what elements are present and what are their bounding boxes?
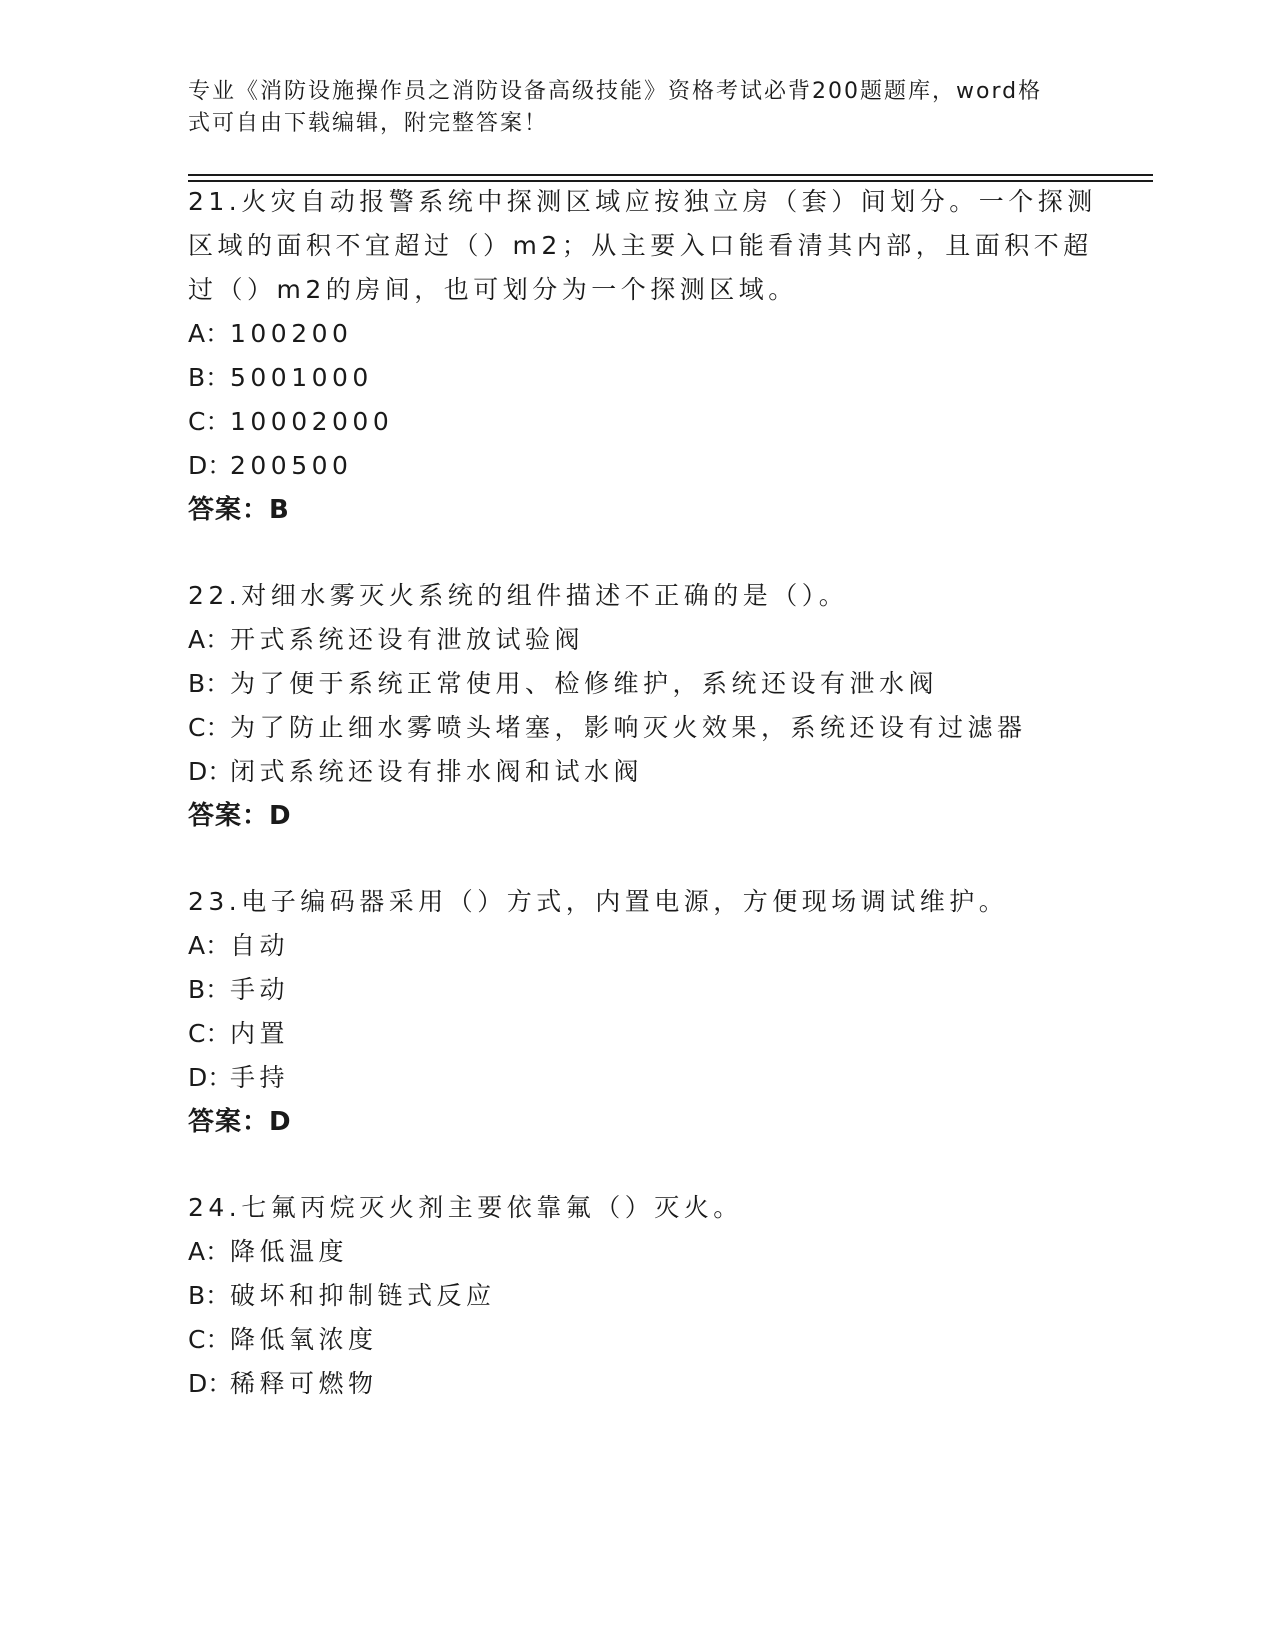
header-rule-bottom bbox=[188, 180, 1153, 182]
option-c bbox=[188, 1018, 289, 1050]
option-key: B： bbox=[188, 975, 231, 1004]
option-text: 降低氧浓度 bbox=[230, 1325, 378, 1354]
option-key: B： bbox=[188, 669, 231, 698]
answer: 答案：B bbox=[188, 495, 290, 525]
option-text: 自动 bbox=[230, 931, 290, 960]
option-a bbox=[188, 318, 352, 350]
question-text-line: 21.火灾自动报警系统中探测区域应按独立房（套）间划分。一个探测 bbox=[188, 187, 1097, 216]
document-header bbox=[188, 76, 1078, 140]
option-key: A： bbox=[188, 931, 231, 960]
answer: 答案：D bbox=[188, 801, 292, 831]
option-c bbox=[188, 712, 1027, 744]
option-d bbox=[188, 756, 643, 788]
option-a bbox=[188, 624, 584, 656]
option-d bbox=[188, 1368, 378, 1400]
question-text-line: 区域的面积不宜超过（）m2；从主要入口能看清其内部，且面积不超 bbox=[188, 231, 1093, 260]
option-key: D： bbox=[188, 451, 233, 480]
option-key: D： bbox=[188, 1063, 233, 1092]
option-text: 5001000 bbox=[230, 363, 373, 392]
option-text: 10002000 bbox=[230, 407, 394, 436]
option-text: 为了便于系统正常使用、检修维护，系统还设有泄水阀 bbox=[230, 669, 939, 698]
option-text: 为了防止细水雾喷头堵塞，影响灭火效果，系统还设有过滤器 bbox=[230, 713, 1027, 742]
option-d bbox=[188, 450, 352, 482]
option-a bbox=[188, 1236, 348, 1268]
question-text-line: 23.电子编码器采用（）方式，内置电源，方便现场调试维护。 bbox=[188, 887, 1009, 916]
option-key: C： bbox=[188, 407, 231, 436]
option-text: 降低温度 bbox=[230, 1237, 349, 1266]
option-text: 破坏和抑制链式反应 bbox=[230, 1281, 496, 1310]
option-text: 开式系统还设有泄放试验阀 bbox=[230, 625, 585, 654]
option-c bbox=[188, 1324, 378, 1356]
option-text: 闭式系统还设有排水阀和试水阀 bbox=[230, 757, 644, 786]
option-b bbox=[188, 668, 938, 700]
question-text-line: 24.七氟丙烷灭火剂主要依靠氟（）灭火。 bbox=[188, 1193, 743, 1222]
option-text: 100200 bbox=[230, 319, 353, 348]
option-text: 稀释可燃物 bbox=[230, 1369, 378, 1398]
option-b bbox=[188, 1280, 496, 1312]
answer: 答案：D bbox=[188, 1107, 292, 1137]
option-key: B： bbox=[188, 363, 231, 392]
option-text: 手动 bbox=[230, 975, 290, 1004]
option-key: A： bbox=[188, 625, 231, 654]
option-text: 200500 bbox=[230, 451, 353, 480]
option-c bbox=[188, 406, 393, 438]
option-key: D： bbox=[188, 1369, 233, 1398]
option-key: B： bbox=[188, 1281, 231, 1310]
option-key: C： bbox=[188, 713, 231, 742]
header-line-2: 式可自由下载编辑，附完整答案！ bbox=[188, 111, 549, 136]
option-key: A： bbox=[188, 1237, 231, 1266]
option-b bbox=[188, 974, 289, 1006]
option-key: C： bbox=[188, 1325, 231, 1354]
option-b bbox=[188, 362, 373, 394]
option-text: 内置 bbox=[230, 1019, 290, 1048]
question-text-line: 22.对细水雾灭火系统的组件描述不正确的是（）。 bbox=[188, 581, 849, 610]
option-d bbox=[188, 1062, 289, 1094]
option-text: 手持 bbox=[230, 1063, 290, 1092]
question-text-line: 过（）m2的房间，也可划分为一个探测区域。 bbox=[188, 275, 798, 304]
header-line-1: 专业《消防设施操作员之消防设备高级技能》资格考试必背200题题库，word格 bbox=[188, 79, 1043, 104]
option-key: D： bbox=[188, 757, 233, 786]
header-rule-top bbox=[188, 174, 1153, 176]
option-a bbox=[188, 930, 289, 962]
option-key: A： bbox=[188, 319, 231, 348]
option-key: C： bbox=[188, 1019, 231, 1048]
